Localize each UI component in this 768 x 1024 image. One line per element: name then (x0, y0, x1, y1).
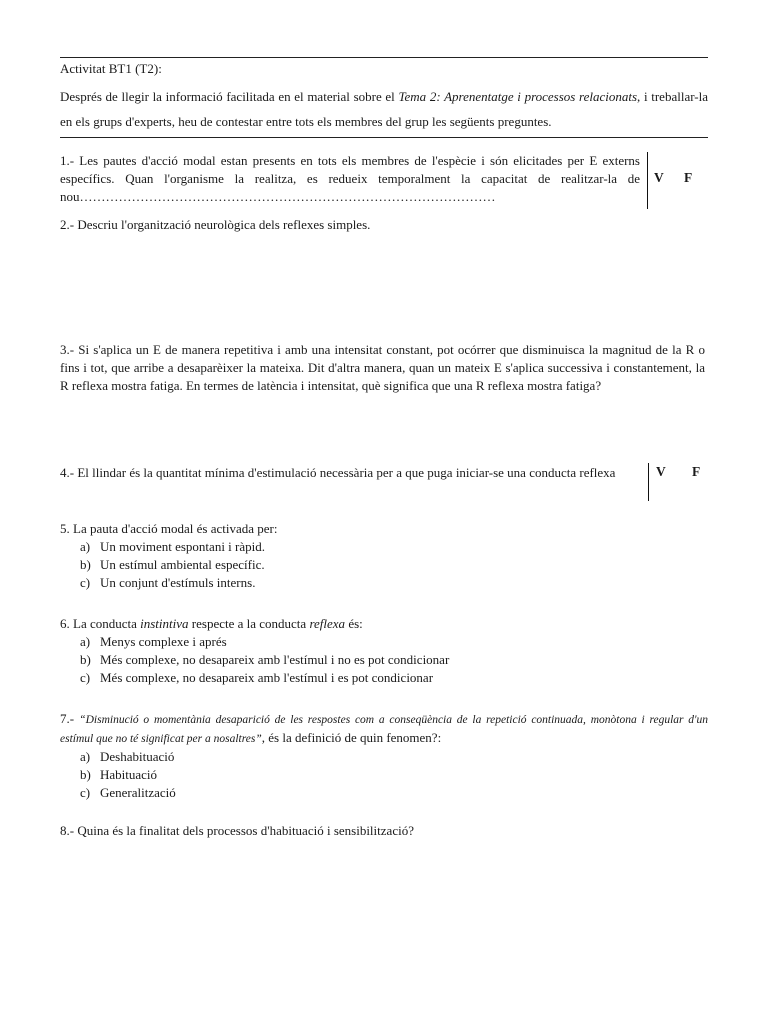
q5-stem: 5. La pauta d'acció modal és activada per: (60, 521, 278, 536)
question-3: 3.- Si s'aplica un E de manera repetitiva i amb una intensitat constant, pot ocórrer que disminuisca la magnitud de la R o fins i tot, que arribe a desaparèixer la mateixa. Dit d'altra manera, quan un mateix E s'aplica successiva i constantement, la R reflexa mostra fatiga. En termes de latència i intensitat, què significa que una R reflexa mostra fatiga? (60, 342, 705, 393)
q6-stem: 6. La conducta instintiva respecte a la conducta reflexa és: (60, 616, 363, 631)
q4-false-option[interactable]: F (692, 464, 701, 479)
question-8: 8.- Quina és la finalitat dels processos d'habituació i sensibilització? (60, 823, 414, 838)
q1-true-option[interactable]: V (654, 170, 664, 185)
question-5 (60, 520, 708, 592)
question-2: 2.- Descriu l'organització neurològica dels reflexes simples. (60, 217, 371, 232)
q4-true-option[interactable]: V (656, 464, 666, 479)
question-1: 1.- Les pautes d'acció modal estan presents en tots els membres de l'espècie i són elicitades per E externs específics. Quan l'organisme la realitza, es redueix temporalment la capacitat de realitzar-la de nou…………………………………………………………………………………… (60, 153, 640, 204)
q7-option-c[interactable]: c) Generalització (80, 785, 176, 800)
intro-paragraph: Després de llegir la informació facilitada en el material sobre el Tema 2: Aprenentatge i processos relacionats, i treballar-la en els grups d'experts, heu de contestar entre tots els membres del grup les següents preguntes. (60, 89, 708, 129)
q7-option-b[interactable]: b) Habituació (80, 767, 158, 782)
question-4: 4.- El llindar és la quantitat mínima d'estimulació necessària per a que puga iniciar-se una conducta reflexa (60, 465, 616, 480)
activity-title: Activitat BT1 (T2): (60, 61, 162, 76)
top-rule (60, 57, 708, 58)
q7-definition-quote: “Disminució o momentània desaparició de les respostes com a conseqüència de la repetició continuada, monòtona i regular d'un estímul que no té significat per a nosaltres” (60, 714, 708, 745)
q6-option-b[interactable]: b) Més complexe, no desapareix amb l'estímul i no es pot condicionar (80, 652, 450, 667)
q8-answer-space[interactable] (60, 845, 708, 995)
q7-stem: 7.- “Disminució o momentània desaparició de les respostes com a conseqüència de la repetició continuada, monòtona i regular d'un estímul que no té significat per a nosaltres”, és la definició de quin fenomen?: (60, 711, 708, 745)
q5-option-c[interactable]: c) Un conjunt d'estímuls interns. (80, 575, 256, 590)
q1-false-option[interactable]: F (684, 170, 693, 185)
q6-option-c[interactable]: c) Més complexe, no desapareix amb l'estímul i es pot condicionar (80, 670, 434, 685)
q5-option-b[interactable]: b) Un estímul ambiental específic. (80, 557, 265, 572)
q7-option-a[interactable]: a) Deshabituació (80, 749, 175, 764)
question-6 (60, 615, 708, 687)
topic-title: Tema 2: Aprenentatge i processos relacionats (398, 89, 638, 104)
q3-answer-space[interactable] (60, 418, 708, 460)
intro-bottom-rule (60, 137, 708, 138)
q6-option-a[interactable]: a) Menys complexe i aprés (80, 634, 227, 649)
q1-divider (647, 152, 648, 209)
question-7 (60, 710, 708, 802)
q4-divider (648, 463, 649, 501)
q5-option-a[interactable]: a) Un moviment espontani i ràpid. (80, 539, 266, 554)
q2-answer-space[interactable] (60, 238, 708, 333)
